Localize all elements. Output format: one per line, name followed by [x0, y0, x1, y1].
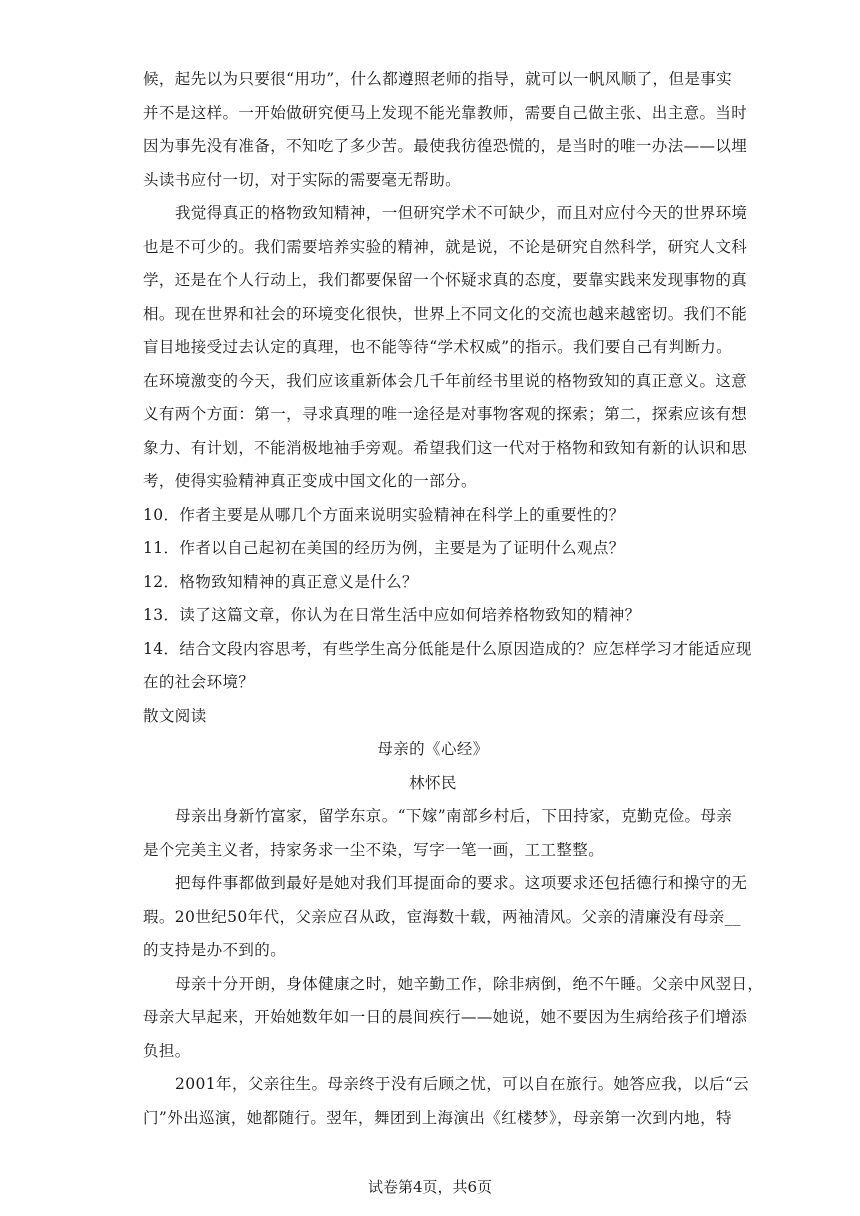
question-12: 12．格物致知精神的真正意义是什么？	[143, 572, 418, 591]
essay-line: 门”外出巡演，她都随行。翌年，舞团到上海演出《红楼梦》，母亲第一次到内地，特	[143, 1108, 732, 1127]
question-14-continued: 在的社会环境？	[143, 673, 255, 691]
essay-line: 的支持是办不到的。	[143, 941, 287, 959]
passage-line: 并不是这样。一开始做研究便马上发现不能光靠教师，需要自己做主张、出主意。当时	[143, 103, 748, 122]
essay-title: 母亲的《心经》	[377, 740, 489, 758]
page-footer: 试卷第4页，共6页	[367, 1178, 493, 1196]
page-content	[143, 63, 764, 1135]
section-label: 散文阅读	[143, 706, 207, 725]
passage-line: 相。现在世界和社会的环境变化很快，世界上不同文化的交流也越来越密切。我们不能	[143, 304, 748, 323]
passage-line: 在环境激变的今天，我们应该重新体会几千年前经书里说的格物致知的真正意义。这意	[143, 371, 748, 390]
question-11: 11．作者以自己起初在美国的经历为例，主要是为了证明什么观点？	[143, 539, 625, 557]
essay-author: 林怀民	[409, 773, 457, 792]
question-14: 14．结合文段内容思考，有些学生高分低能是什么原因造成的？应怎样学习才能适应现	[143, 639, 752, 658]
passage-line: 考，使得实验精神真正变成中国文化的一部分。	[143, 472, 477, 490]
passage-line: 我觉得真正的格物致知精神，一但研究学术不可缺少，而且对应付今天的世界环境	[175, 204, 748, 222]
essay-mother-heart-sutra	[143, 733, 764, 1135]
passage-line: 也是不可少的。我们需要培养实验的精神，就是说，不论是研究自然科学，研究人文科	[143, 237, 748, 256]
essay-line: 母亲大早起来，开始她数年如一日的晨间疾行——她说，她不要因为生病给孩子们增添	[143, 1008, 748, 1026]
passage-line: 因为事先没有准备，不知吃了多少苦。最使我彷徨恐慌的，是当时的唯一办法——以埋	[143, 137, 748, 155]
essay-line: 母亲出身新竹富家，留学东京。“下嫁”南部乡村后，下田持家，克勤克俭。母亲	[175, 807, 733, 825]
passage-gewu-zhizhi	[143, 63, 748, 499]
passage-line: 候，起先以为只要很“用功”，什么都遵照老师的指导，就可以一帆风顺了，但是事实	[143, 70, 733, 88]
question-10: 10．作者主要是从哪几个方面来说明实验精神在科学上的重要性的？	[143, 505, 625, 524]
essay-line: 负担。	[143, 1041, 191, 1060]
question-13: 13．读了这篇文章，你认为在日常生活中应如何培养格物致知的精神？	[143, 606, 641, 624]
essay-line: 是个完美主义者，持家务求一尘不染，写字一笔一画，工工整整。	[143, 840, 605, 859]
passage-line: 头读书应付一切，对于实际的需要毫无帮助。	[143, 170, 462, 189]
essay-line: 瑕。20世纪50年代，父亲应召从政，宦海数十载，两袖清风。父亲的清廉没有母亲__	[143, 907, 741, 926]
essay-line: 把每件事都做到最好是她对我们耳提面命的要求。这项要求还包括德行和操守的无	[175, 874, 748, 892]
passage-line: 学，还是在个人行动上，我们都要保留一个怀疑求真的态度，要靠实践来发现事物的真	[143, 271, 748, 289]
essay-line: 2001年，父亲往生。母亲终于没有后顾之忧，可以自在旅行。她答应我，以后“云	[175, 1075, 750, 1093]
passage-line: 盲目地接受过去认定的真理，也不能等待“学术权威”的指示。我们要自己有判断力。	[143, 338, 733, 356]
essay-line: 母亲十分开朗，身体健康之时，她辛勤工作，除非病倒，绝不午睡。父亲中风翌日，	[175, 974, 764, 993]
passage-line: 象力、有计划，不能消极地袖手旁观。希望我们这一代对于格物和致知有新的认识和思	[143, 438, 748, 457]
question-list	[143, 499, 752, 700]
passage-line: 义有两个方面：第一，寻求真理的唯一途径是对事物客观的探索；第二，探索应该有想	[143, 405, 748, 423]
